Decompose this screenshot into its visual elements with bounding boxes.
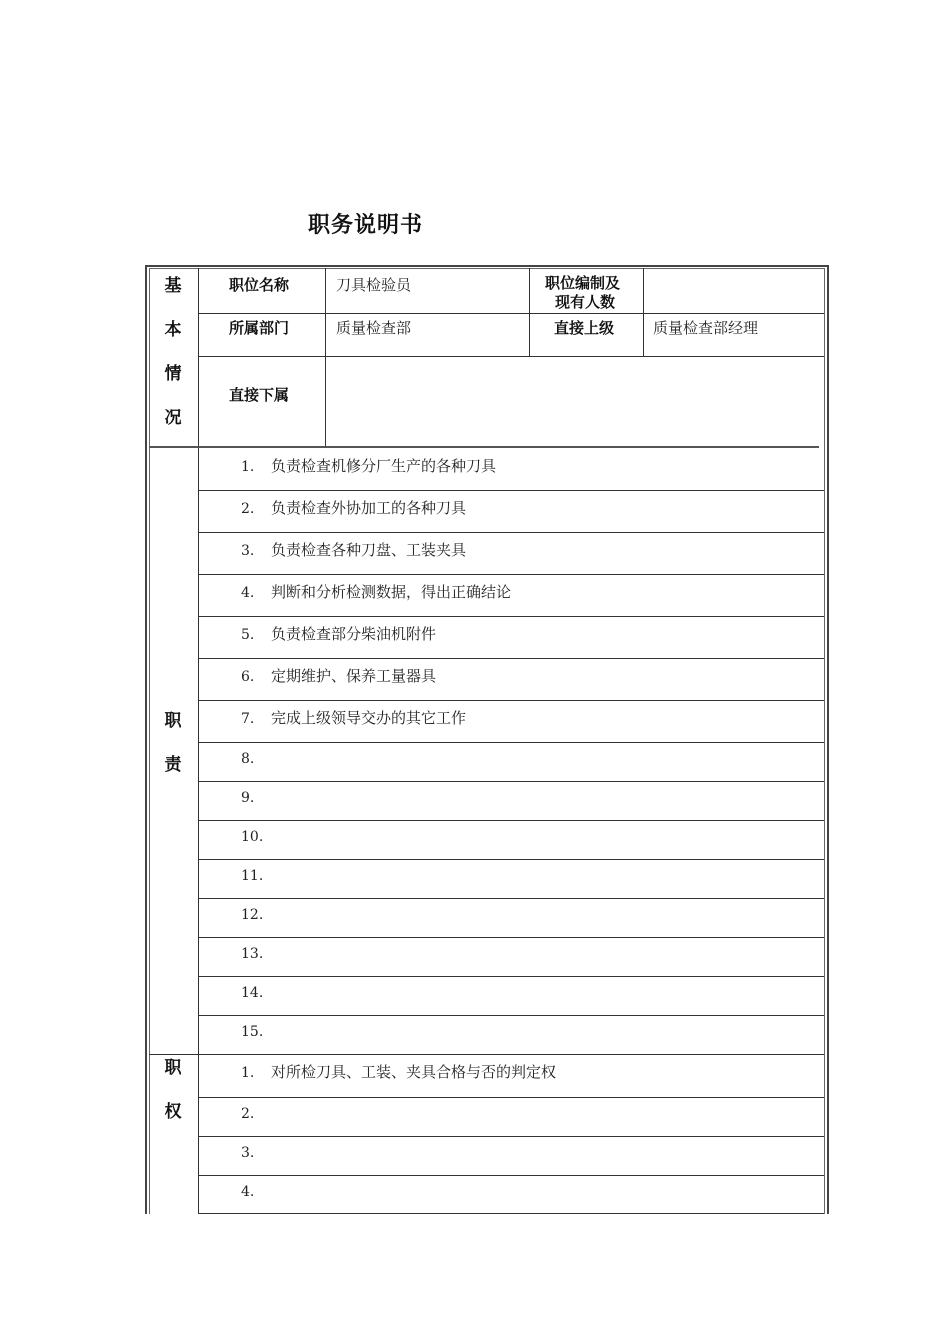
row-divider	[198, 1213, 824, 1214]
item-number: 8.	[241, 751, 255, 767]
list-item	[241, 497, 466, 518]
row-divider	[198, 700, 824, 701]
basic-info-section-label	[149, 272, 197, 448]
row-divider	[198, 820, 824, 821]
duties-label-char: 职	[164, 711, 182, 731]
item-number: 12.	[241, 907, 264, 923]
item-text: 负责检查部分柴油机附件	[271, 625, 437, 643]
subordinate-label: 直接下属	[229, 386, 290, 404]
item-number: 11.	[241, 868, 264, 884]
staffing-label	[545, 274, 620, 312]
duties-section-label	[149, 707, 197, 795]
row-divider	[198, 490, 824, 491]
list-item	[241, 1182, 271, 1200]
item-number: 3.	[241, 543, 255, 559]
list-item	[241, 1061, 556, 1082]
list-item	[241, 944, 271, 962]
item-number: 2.	[241, 501, 255, 517]
list-item	[241, 866, 271, 884]
superior-label: 直接上级	[554, 319, 615, 337]
row-divider	[198, 574, 824, 575]
item-number: 1.	[241, 459, 255, 475]
item-number: 1.	[241, 1065, 255, 1081]
row-divider	[198, 742, 824, 743]
item-number: 4.	[241, 1184, 255, 1200]
position-name-value: 刀具检验员	[336, 276, 412, 294]
row-divider	[198, 859, 824, 860]
row-divider	[198, 1015, 824, 1016]
item-number: 9.	[241, 790, 255, 806]
list-item	[241, 1104, 271, 1122]
basic-row-divider-1	[198, 313, 824, 314]
item-text: 定期维护、保养工量器具	[271, 667, 437, 685]
row-divider	[198, 616, 824, 617]
list-item	[241, 1143, 271, 1161]
duties-label-char: 责	[164, 755, 182, 775]
item-text: 负责检查机修分厂生产的各种刀具	[271, 457, 497, 475]
item-text: 判断和分析检测数据，得出正确结论	[271, 583, 512, 601]
list-item	[241, 455, 496, 476]
row-divider	[198, 898, 824, 899]
list-item	[241, 749, 271, 767]
basic-label-char: 况	[164, 408, 182, 428]
item-text: 对所检刀具、工装、夹具合格与否的判定权	[271, 1063, 557, 1081]
staffing-label-line2: 现有人数	[555, 293, 616, 311]
item-text: 完成上级领导交办的其它工作	[271, 709, 467, 727]
department-value: 质量检查部	[336, 319, 412, 337]
list-item	[241, 581, 511, 602]
authority-label-char: 权	[164, 1102, 182, 1122]
position-name-label: 职位名称	[229, 276, 290, 294]
item-number: 4.	[241, 585, 255, 601]
basic-row-divider-2	[198, 356, 824, 357]
list-item	[241, 665, 436, 686]
basic-label-char: 情	[164, 364, 182, 384]
item-number: 7.	[241, 711, 255, 727]
list-item	[241, 827, 271, 845]
row-divider	[198, 937, 824, 938]
list-item	[241, 983, 271, 1001]
item-text: 负责检查外协加工的各种刀具	[271, 499, 467, 517]
item-number: 15.	[241, 1024, 264, 1040]
row-divider	[198, 781, 824, 782]
row-divider	[198, 658, 824, 659]
document-title: 职务说明书	[308, 213, 424, 238]
item-text: 负责检查各种刀盘、工装夹具	[271, 541, 467, 559]
item-number: 13.	[241, 946, 264, 962]
list-item	[241, 788, 271, 806]
authority-label-char: 职	[164, 1058, 182, 1078]
row-divider	[198, 532, 824, 533]
list-item	[241, 1022, 271, 1040]
authority-section-label	[149, 1054, 197, 1142]
item-number: 5.	[241, 627, 255, 643]
item-number: 10.	[241, 829, 264, 845]
label-column-divider	[198, 268, 199, 1214]
item-number: 3.	[241, 1145, 255, 1161]
list-item	[241, 623, 436, 644]
basic-label-char: 基	[164, 276, 182, 296]
item-number: 14.	[241, 985, 264, 1001]
basic-label-char: 本	[164, 320, 182, 340]
superior-value: 质量检查部经理	[653, 319, 759, 337]
list-item	[241, 707, 466, 728]
row-divider	[198, 1175, 824, 1176]
item-number: 6.	[241, 669, 255, 685]
section-divider-duties	[149, 446, 819, 448]
item-number: 2.	[241, 1106, 255, 1122]
list-item	[241, 905, 271, 923]
row-divider	[198, 976, 824, 977]
section-divider-authority	[149, 1054, 824, 1055]
staffing-label-line1: 职位编制及	[545, 274, 621, 292]
department-label: 所属部门	[229, 319, 290, 337]
list-item	[241, 539, 466, 560]
basic-col-divider-1	[325, 268, 326, 448]
row-divider	[198, 1097, 824, 1098]
row-divider	[198, 1136, 824, 1137]
